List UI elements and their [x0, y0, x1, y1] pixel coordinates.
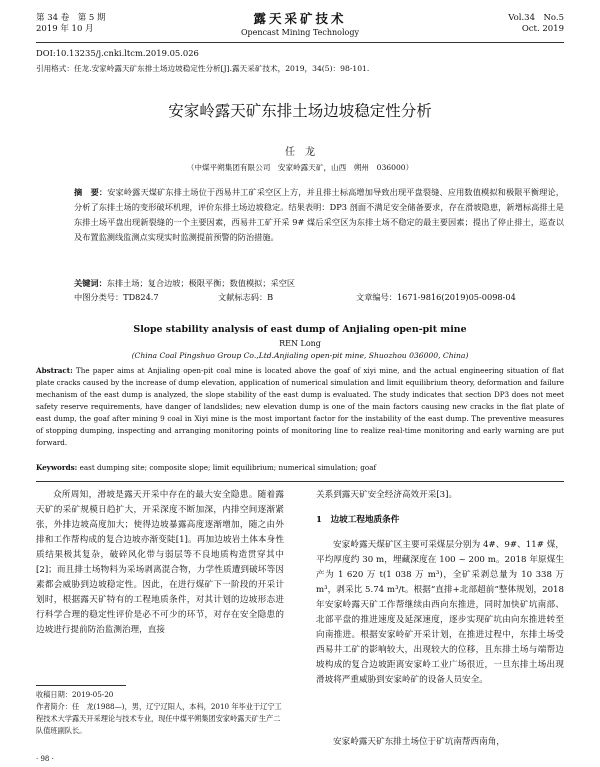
abstract-cn — [74, 185, 564, 245]
citation: 引用格式：任龙.安家岭露天矿东排土场边坡稳定性分析[J].露天采矿技术，2019，34(5)：98-101. — [36, 64, 370, 73]
affiliation-en: (China Coal Pingshuo Group Co.,Ltd.Anjialing open-pit mine, Shuozhou 036000, China) — [131, 351, 469, 360]
header-rule — [36, 42, 564, 43]
title-en: Slope stability analysis of east dump of Anjialing open-pit mine — [133, 324, 467, 335]
author-en: REN Long — [279, 339, 321, 348]
journal-volume-en — [508, 13, 564, 35]
footnote — [36, 689, 284, 737]
body-right-paragraph-2: 安家岭露天矿东排土场位于矿坑南帮西南角， — [333, 737, 505, 747]
keywords-en-text: east dumping site; composite slope; limit equilibrium; numerical simulation; goaf — [79, 463, 377, 472]
abstract-en — [36, 365, 564, 449]
volume-issue-en: Vol.34 No.5 — [508, 13, 564, 23]
body-right-paragraph-1: 安家岭露天煤矿区主要可采煤层分别为 4#、9#、11# 煤，平均厚度约 30 m，埋藏深度在 100 ~ 200 m。2018 年原煤生产为 1 620 万 t(1 038 万 m³)，全矿采剥总量为 10 338 万 m³，剥采比 5.74 m³/t。根据“直排+北部超前”整体规划，2018 年安家岭露天矿工作帮继续由西向东推进，同时加快矿坑南部、北部平盘的推进速度及延深速度，逐步实现矿坑由向东推进转至向南推进。根据安家岭矿开采计划，在推进过程中，东排土场受西易井工矿的影响较大，出现较大的位移，且东排土场与端帮边坡构成的复合边坡距离安家岭工业广场很近，一旦东排土场出现滑坡将严重威胁到安家岭矿的设备人员安全。 — [316, 540, 564, 685]
keywords-cn — [74, 276, 564, 291]
volume-issue: 第 34 卷 第 5 期 — [36, 13, 106, 23]
article-number: 文章编号：1671-9816(2019)05-0098-04 — [356, 292, 516, 302]
keywords-en-label: Keywords: — [36, 463, 78, 472]
abstract-cn-text: 安家岭露天煤矿东排土场位于西易井工矿采空区上方，并且排土标高增加导致出现平盘裂缝、应用数值模拟和极限平衡理论，分析了东排土场的变形破坏机理，评价东排土场边坡稳定。结果表明：DP3 剖面不满足安全储备要求，存在滑坡隐患，新增标高排土是东排土场平盘出现新裂缝的一个主要因素，西易井工矿开采 9# 煤后采空区为东排土场不稳定的最主要因素；提出了停止排土，巡查以及布置监测线监测点实现实时监测提前预警的防治措施。 — [74, 187, 564, 242]
author-cn: 任 龙 — [285, 147, 315, 158]
body-left-paragraph: 众所周知，滑坡是露天开采中存在的最大安全隐患。随着露天矿的采矿规模日趋扩大，开采深度不断加深，内排空间逐渐紧张，外排边坡高度加大；使得边坡暴露高度逐渐增加，随之由外排和工作帮构成的复合边坡亦渐变陡[1]。再加边坡岩土体本身性质结果极其复杂，破碎风化带与弱层等不良地质构造贯穿其中[2]；而且排土场物料为采场剥离混合物，力学性质遭到破坏等因素都会威胁到边坡稳定性。因此，在进行煤矿下一阶段的开采计划时，根据露天矿特有的工程地质条件，对其计划的边坡形态进行科学合理的稳定性评价是必不可少的环节，对存在安全隐患的边坡进行提前防治监测治理，直接 — [36, 490, 284, 635]
page-number: · 98 · — [36, 755, 54, 763]
keywords-cn-text: 东排土场；复合边坡；极限平衡；数值模拟；采空区 — [106, 278, 296, 288]
keywords-en — [36, 462, 564, 474]
doi: DOI:10.13235/j.cnki.ltcm.2019.05.026 — [36, 48, 199, 58]
keywords-cn-label: 关键词： — [74, 278, 107, 288]
section-heading-1: 1 边坡工程地质条件 — [316, 515, 400, 525]
journal-name-en: Opencast Mining Technology — [240, 28, 360, 37]
abstract-en-text: The paper aims at Anjialing open-pit coal mine is located above the goaf of xiyi mine, and the actual engineering situation of flat plate cracks caused by the increase of dump elevation, application of numerical simulation and limit equilibrium theory, deformation and failure mechanism of the east dump is analyzed, the slope stability of the east dump is evaluated. The study indicates that section DP3 does not meet safety reserve requirements, have danger of landslides; new elevation dump is one of the main factors causing new cracks in the flat plate of east dump, the goaf after mining 9 coal in Xiyi mine is the most important factor for the instability of the east dump. The preventive measures of stopping dumping, inspecting and arranging monitoring points of monitoring line to realize real-time monitoring and early warning are put forward. — [36, 366, 564, 447]
journal-name-cn: 露天采矿技术 — [253, 11, 347, 26]
document-code: 文献标志码：B — [218, 292, 274, 302]
abstract-en-label: Abstract: — [36, 366, 73, 375]
footnote-rule — [36, 685, 126, 686]
title-cn: 安家岭露天矿东排土场边坡稳定性分析 — [168, 102, 432, 120]
issue-date-en: Oct. 2019 — [521, 24, 564, 34]
issue-date: 2019 年 10 月 — [36, 24, 94, 34]
clc-number: 中图分类号：TD824.7 — [74, 292, 159, 302]
affiliation-cn: （中煤平朔集团有限公司 安家岭露天矿，山西 朔州 036000） — [186, 163, 414, 172]
received-date: 收稿日期：2019-05-20 — [36, 690, 114, 699]
abstract-cn-label: 摘 要： — [74, 187, 108, 197]
author-bio: 作者简介：任 龙(1988—)，男，辽宁辽阳人，本科，2010 年毕业于辽宁工程技术大学露天开采理论与技术专业，现任中煤平朔集团安家岭露天矿生产二队值班副队长。 — [36, 702, 282, 735]
body-right-continuation: 关系到露天矿安全经济高效开采[3]。 — [316, 490, 458, 500]
abstract-rule — [36, 481, 564, 482]
